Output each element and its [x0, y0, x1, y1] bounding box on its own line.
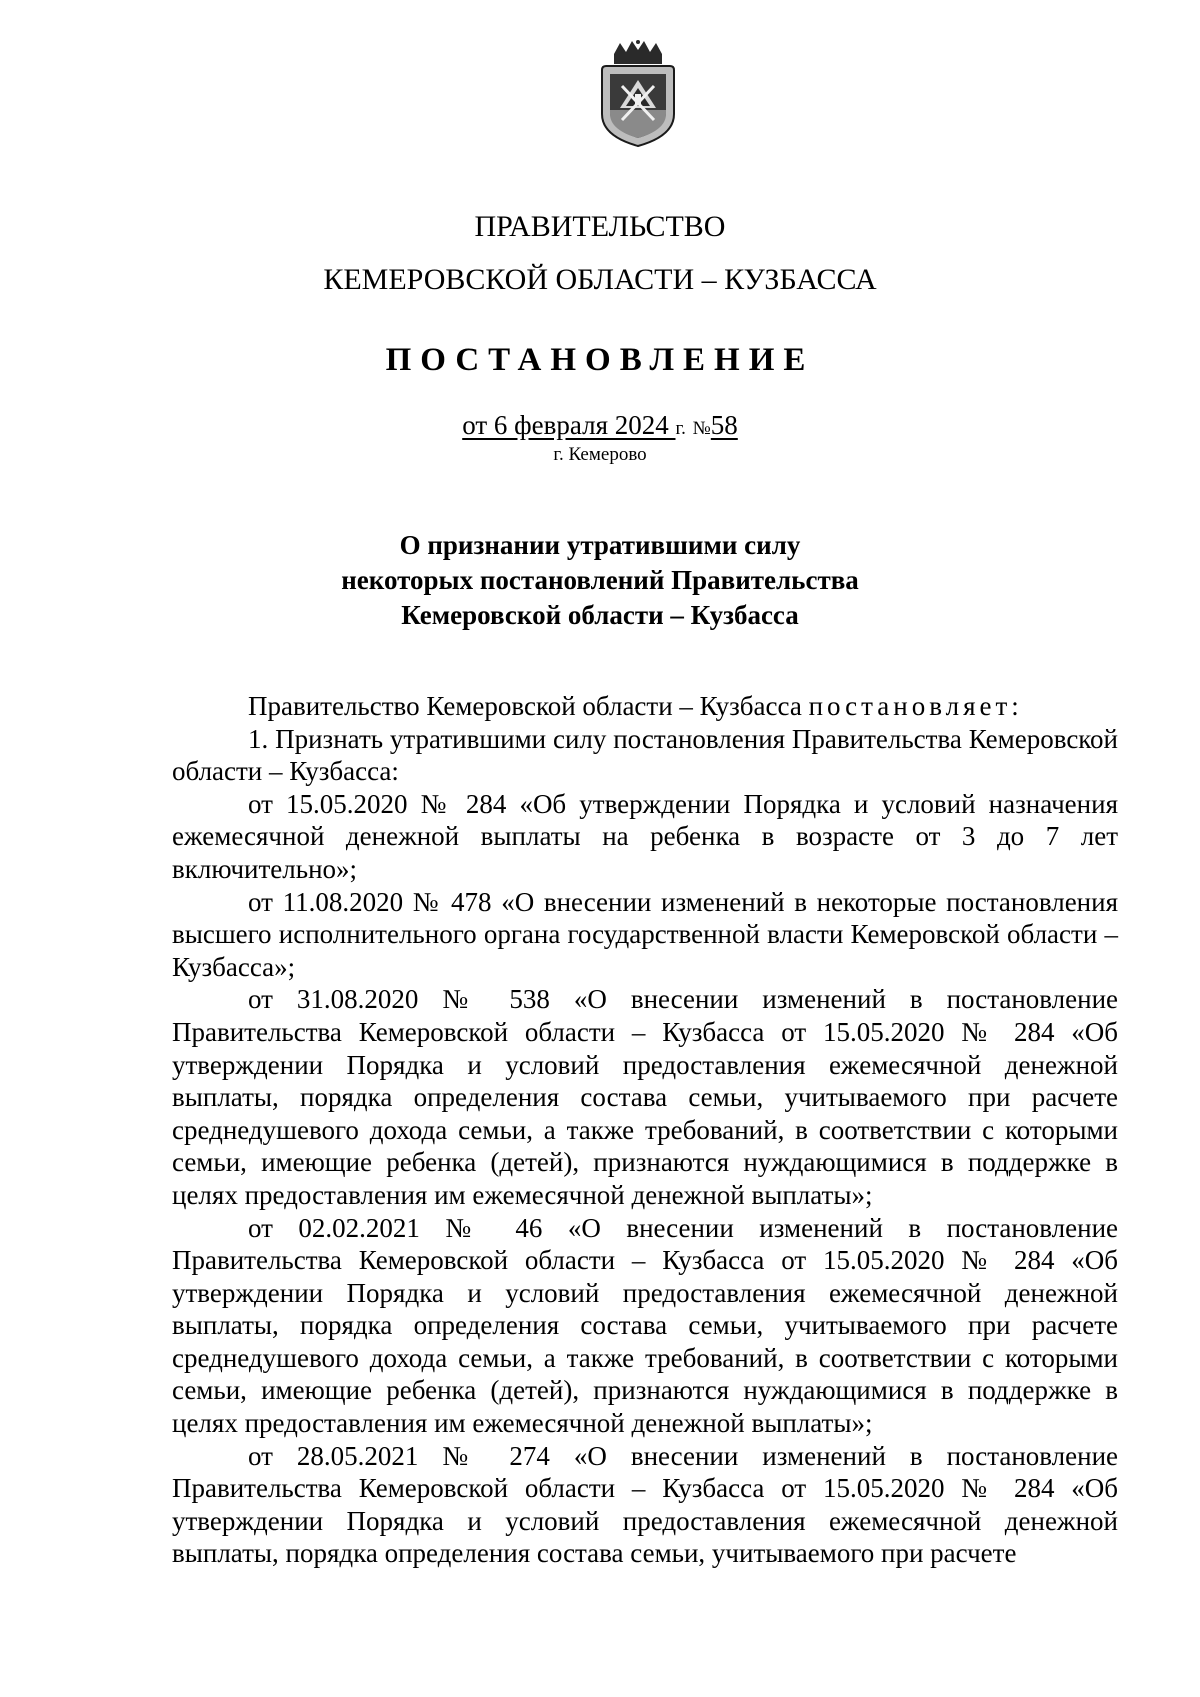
body-paragraph: от 15.05.2020 № 284 «Об утверждении Порядка и условий назначения ежемесячной денежной выплаты на ребенка в возрасте от 3 до 7 лет включительно»; — [172, 788, 1118, 884]
document-body — [172, 690, 1118, 1570]
body-item-1: 1. Признать утратившими силу постановления Правительства Кемеровской области – Кузбасса: — [172, 723, 1118, 787]
organization-name-line-1: ПРАВИТЕЛЬСТВО — [474, 210, 726, 243]
body-paragraph: от 11.08.2020 № 478 «О внесении изменений в некоторые постановления высшего исполнительного органа государственной власти Кемеровской области – Кузбасса»; — [172, 886, 1118, 982]
intro-text: Правительство Кемеровской области – Кузбасса — [248, 691, 809, 721]
coat-of-arms-emblem — [592, 40, 684, 148]
title-line-2: некоторых постановлений Правительства — [341, 565, 859, 595]
title-line-1: О признании утратившими силу — [399, 530, 801, 560]
title-line-3: Кемеровской области – Кузбасса — [401, 600, 799, 630]
document-title — [0, 528, 1200, 633]
organization-name-line-2: КЕМЕРОВСКОЙ ОБЛАСТИ – КУЗБАССА — [323, 263, 877, 296]
body-paragraph: от 28.05.2021 № 274 «О внесении изменений в постановление Правительства Кемеровской области – Кузбасса от 15.05.2020 № 284 «Об утверждении Порядка и условий предоставления ежемесячной денежной выплаты, порядка определения состава семьи, учитываемого при расчете — [172, 1440, 1118, 1569]
document-city: г. Кемерово — [553, 444, 647, 465]
body-paragraph: от 02.02.2021 № 46 «О внесении изменений в постановление Правительства Кемеровской области – Кузбасса от 15.05.2020 № 284 «Об утверждении Порядка и условий предоставления ежемесячной денежной выплаты, порядка определения состава семьи, учитываемого при расчете среднедушевого дохода семьи, а также требований, в соответствии с которыми семьи, имеющие ребенка (детей), признаются нуждающимися в поддержке в целях предоставления им ежемесячной денежной выплаты»; — [172, 1212, 1118, 1439]
body-intro — [172, 690, 1118, 723]
document-type-heading: ПОСТАНОВЛЕНИЕ — [385, 342, 815, 378]
body-paragraph: от 31.08.2020 № 538 «О внесении изменений в постановление Правительства Кемеровской области – Кузбасса от 15.05.2020 № 284 «Об утверждении Порядка и условий предоставления ежемесячной денежной выплаты, порядка определения состава семьи, учитываемого при расчете среднедушевого дохода семьи, а также требований, в соответствии с которыми семьи, имеющие ребенка (детей), признаются нуждающимися в поддержке в целях предоставления им ежемесячной денежной выплаты»; — [172, 984, 1118, 1210]
number-sign: № — [692, 418, 711, 439]
document-number: 58 — [710, 410, 738, 440]
document-date: от 6 февраля 2024 — [462, 410, 676, 440]
year-suffix: г. — [675, 418, 686, 439]
document-date-line — [0, 410, 1200, 441]
intro-verb: постановляет: — [808, 691, 1023, 721]
